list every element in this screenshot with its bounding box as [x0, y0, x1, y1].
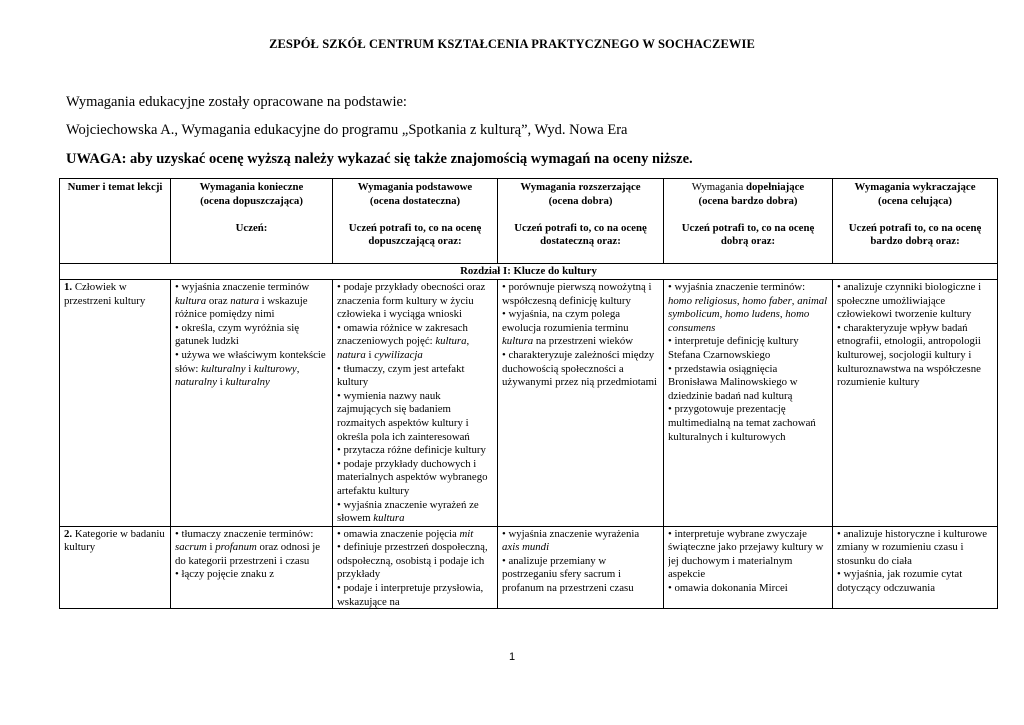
- lesson-topic: 2. Kategorie w badaniu kultury: [60, 526, 171, 608]
- header-row: [60, 179, 998, 264]
- beyond-cell: • analizuje czynniki biologiczne i społeczne umożliwiające człowiekowi tworzenie kultury • charakteryzuje wpływ badań etnografii, etnologii, antropologii kulturowej, socjologii kultury i kulturoznawstwa na współczesne rozumienie kultury: [833, 280, 998, 527]
- source-line: Wojciechowska A., Wymagania edukacyjne do programu „Spotkania z kulturą”, Wyd. Nowa Era: [66, 122, 628, 138]
- header-supplementary: Wymagania dopełniające (ocena bardzo dobra) Uczeń potrafi to, co na ocenę dobrą oraz:: [664, 179, 833, 264]
- extended-cell: • porównuje pierwszą nowożytną i współczesną definicję kultury • wyjaśnia, na czym polega ewolucja rozumienia terminu kultura na przestrzeni wieków • charakteryzuje zależności między duchowością społeczności a używanymi przez nią przedmiotami: [498, 280, 664, 527]
- basic-cell: • omawia znaczenie pojęcia mit • definiuje przestrzeń dospołeczną, odspołeczną, osobistą i podaje ich przykłady • podaje i interpretuje przysłowia, wskazujące na: [333, 526, 498, 608]
- header-extended: Wymagania rozszerzające (ocena dobra) Uczeń potrafi to, co na ocenę dostateczną oraz:: [498, 179, 664, 264]
- supplementary-cell: • wyjaśnia znaczenie terminów: homo religiosus, homo faber, animal symbolicum, homo ludens, homo consumens • interpretuje definicję kultury Stefana Czarnowskiego • przedstawia osiągnięcia Bronisława Malinowskiego w dziedzinie badań nad kulturą • przygotowuje prezentację multimedialną na temat zachowań kulturalnych i kulturowych: [664, 280, 833, 527]
- document-title: ZESPÓŁ SZKÓŁ CENTRUM KSZTAŁCENIA PRAKTYCZNEGO W SOCHACZEWIE: [269, 37, 755, 51]
- chapter-title: Rozdział I: Klucze do kultury: [60, 264, 998, 280]
- lesson-topic: 1. Człowiek w przestrzeni kultury: [60, 280, 171, 527]
- required-cell: • wyjaśnia znaczenie terminów kultura oraz natura i wskazuje różnice pomiędzy nimi • określa, czym wyróżnia się gatunek ludzki • używa we właściwym kontekście słów: kulturalny i kulturowy, naturalny i kulturalny: [171, 280, 333, 527]
- required-cell: • tłumaczy znaczenie terminów: sacrum i profanum oraz odnosi je do kategorii przestrzeni i czasu • łączy pojęcie znaku z: [171, 526, 333, 608]
- extended-cell: • wyjaśnia znaczenie wyrażenia axis mundi • analizuje przemiany w postrzeganiu sfery sacrum i profanum na przestrzeni czasu: [498, 526, 664, 608]
- requirements-table: [59, 178, 998, 609]
- header-beyond: Wymagania wykraczające (ocena celująca) Uczeń potrafi to, co na ocenę bardzo dobrą oraz:: [833, 179, 998, 264]
- table-row: [60, 280, 998, 527]
- chapter-row: [60, 264, 998, 280]
- intro-line: Wymagania edukacyjne zostały opracowane na podstawie:: [66, 94, 407, 110]
- basic-cell: • podaje przykłady obecności oraz znaczenia form kultury w życiu człowieka i wyciąga wnioski • omawia różnice w zakresach znaczeniowych pojęć: kultura, natura i cywilizacja • tłumaczy, czym jest artefakt kultury • wymienia nazwy nauk zajmujących się badaniem rozmaitych aspektów kultury i określa pola ich zainteresowań • przytacza różne definicje kultury • podaje przykłady duchowych i materialnych aspektów wybranego artefaktu kultury • wyjaśnia znaczenie wyrażeń ze słowem kultura: [333, 280, 498, 527]
- warning-note: UWAGA: aby uzyskać ocenę wyższą należy wykazać się także znajomością wymagań na oceny niższe.: [66, 151, 693, 167]
- page-number: 1: [508, 651, 516, 663]
- header-required: Wymagania konieczne (ocena dopuszczająca) Uczeń:: [171, 179, 333, 264]
- table-row: [60, 526, 998, 608]
- header-lesson: Numer i temat lekcji: [60, 179, 171, 264]
- supplementary-cell: • interpretuje wybrane zwyczaje świąteczne jako przejawy kultury w jej duchowym i materialnym aspekcie • omawia dokonania Mircei: [664, 526, 833, 608]
- beyond-cell: • analizuje historyczne i kulturowe zmiany w rozumieniu czasu i stosunku do ciała • wyjaśnia, jak rozumie cytat dotyczący odczuwania: [833, 526, 998, 608]
- header-basic: Wymagania podstawowe (ocena dostateczna) Uczeń potrafi to, co na ocenę dopuszczającą oraz:: [333, 179, 498, 264]
